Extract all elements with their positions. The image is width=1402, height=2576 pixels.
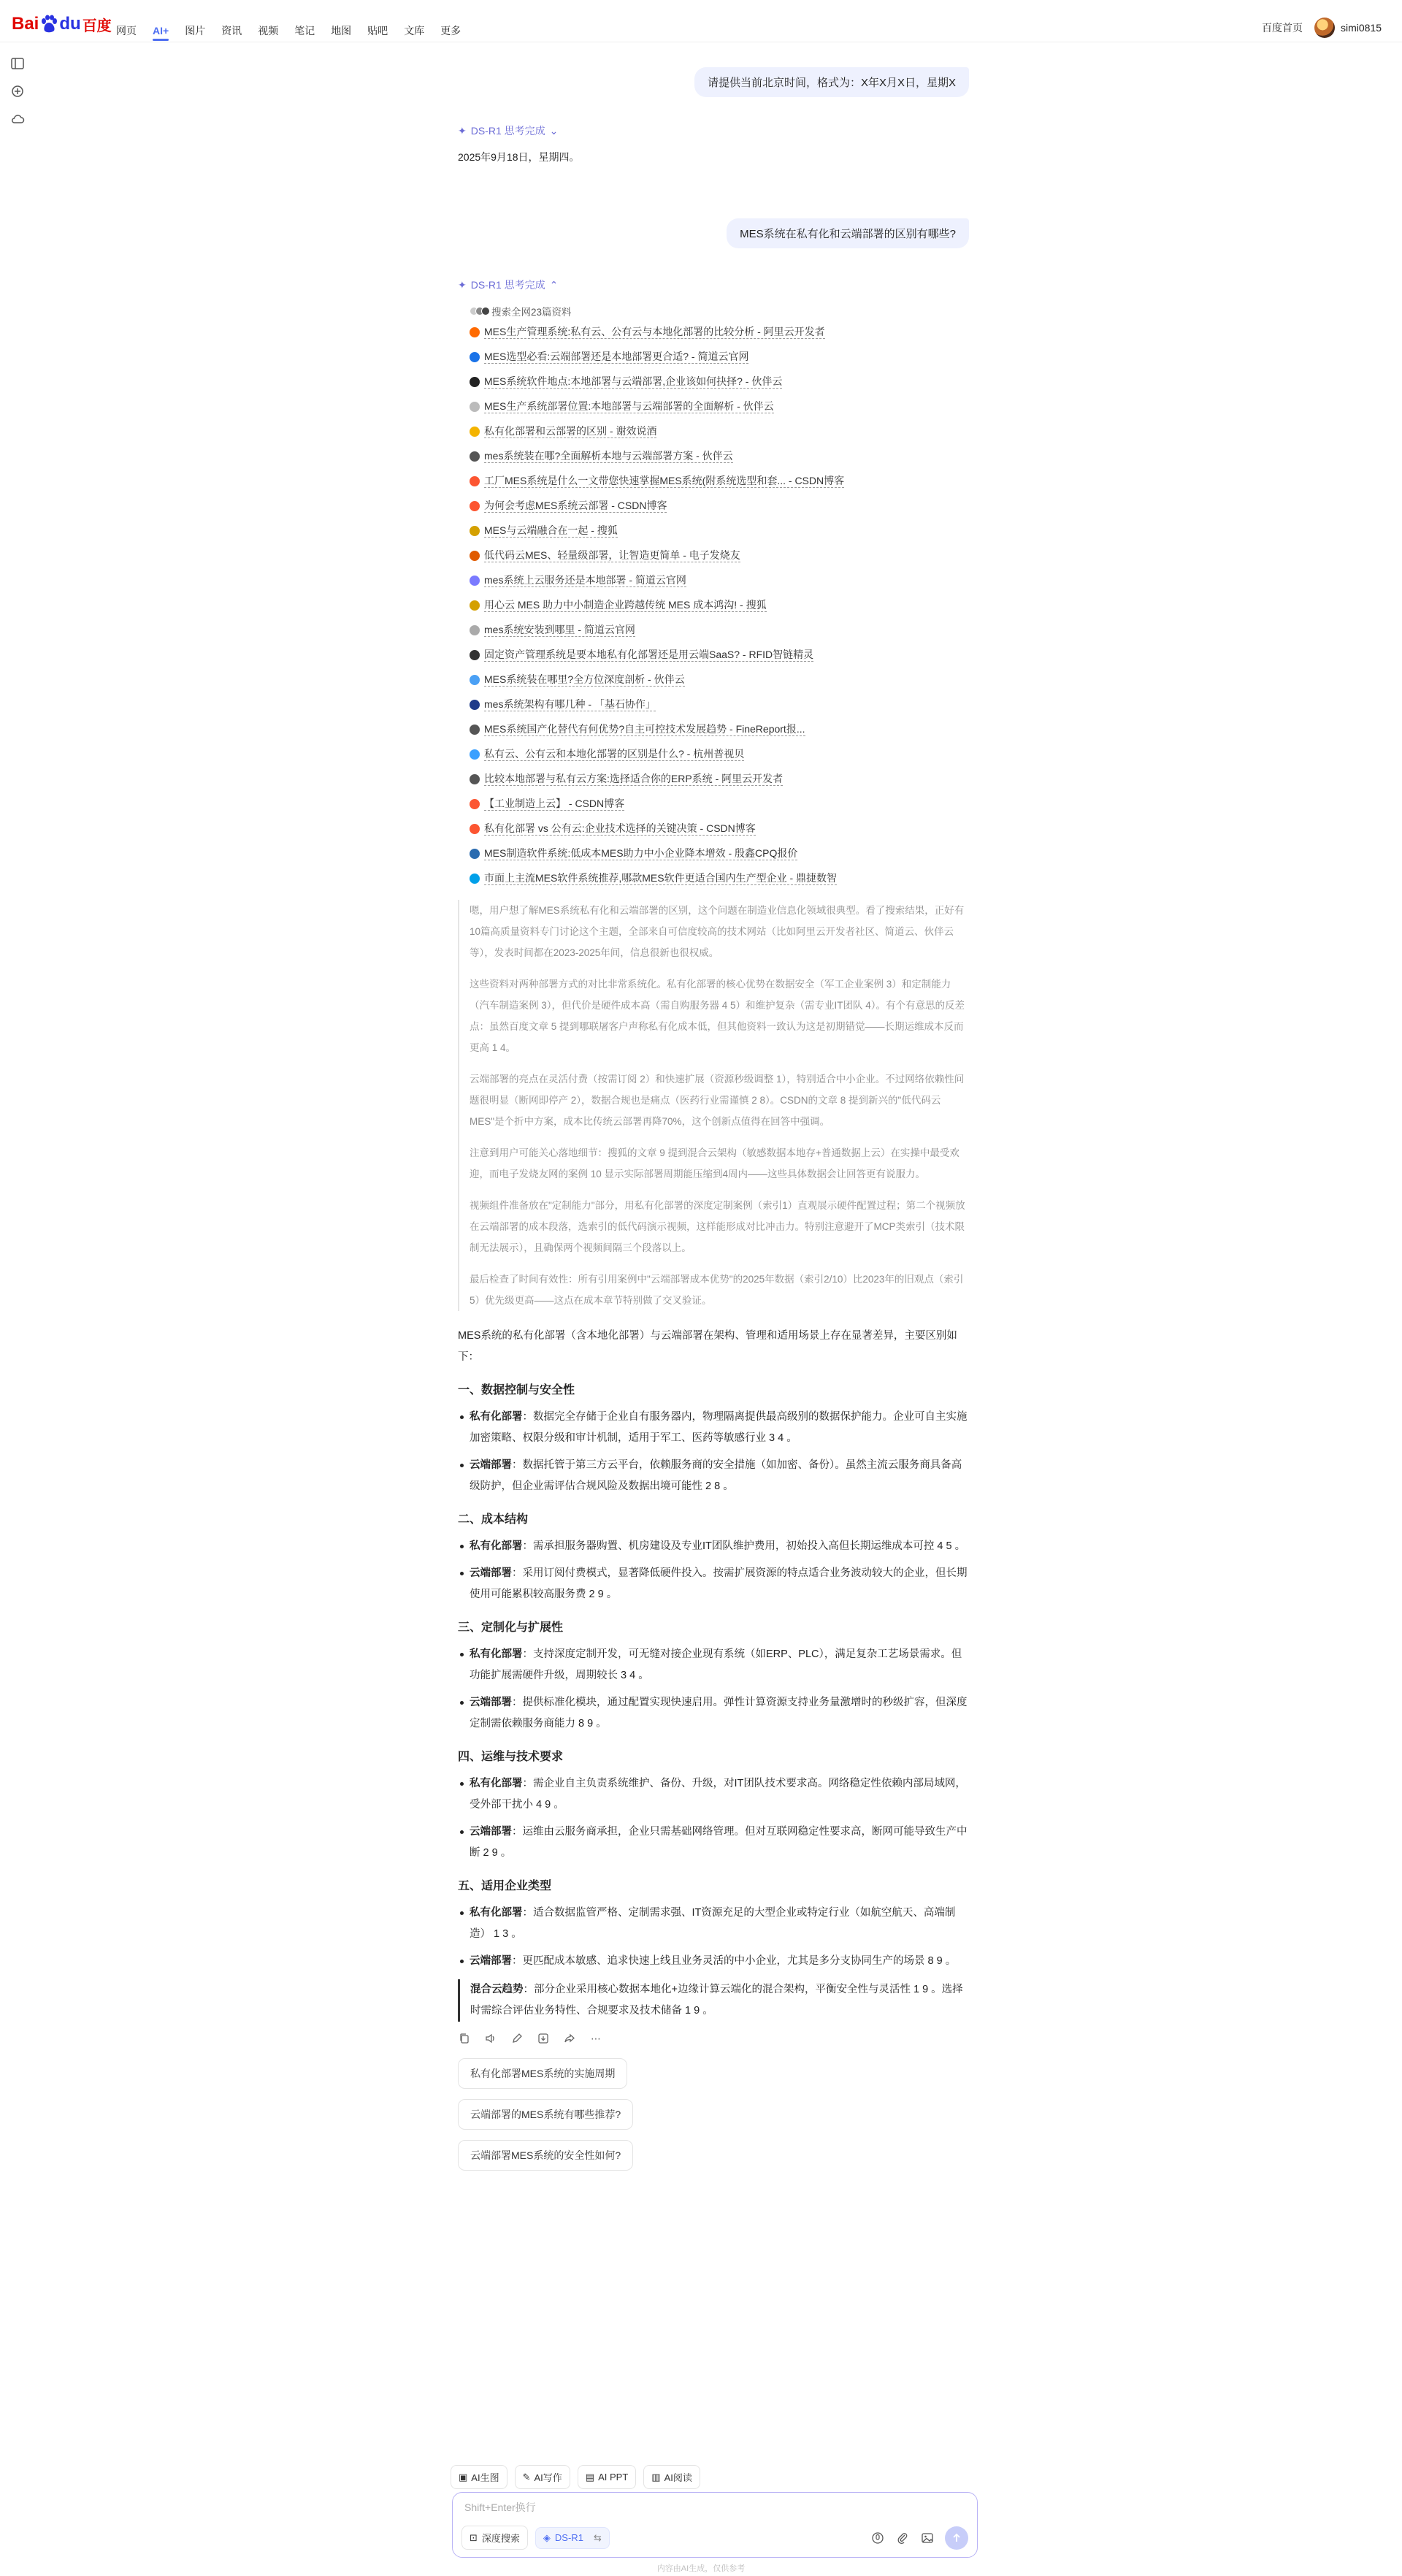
item-label: 私有化部署	[470, 1540, 523, 1552]
model-label: DS-R1	[554, 2532, 583, 2543]
mix-cloud-note	[458, 1979, 969, 2022]
source-item[interactable]	[470, 419, 969, 444]
nav-wenku[interactable]: 文库	[404, 25, 425, 37]
source-item[interactable]	[470, 742, 969, 767]
sparkle-icon: ✦	[458, 278, 467, 291]
source-item[interactable]	[470, 345, 969, 370]
item-text: ：采用订阅付费模式，显著降低硬件投入。按需扩展资源的特点适合业务波动较大的企业，但长期使用可能累积较高服务费 2 9 。	[470, 1567, 968, 1600]
section-heading: 四、运维与技术要求	[458, 1751, 564, 1763]
top-right	[1262, 18, 1382, 38]
item-label: 私有化部署	[470, 1648, 523, 1660]
item-label: 云端部署	[470, 1955, 512, 1967]
source-title[interactable]: mes系统上云服务还是本地部署 - 简道云官网	[484, 574, 686, 586]
nav-notes[interactable]: 笔记	[294, 25, 315, 37]
home-link[interactable]: 百度首页	[1261, 22, 1303, 34]
source-title[interactable]: mes系统架构有哪几种 - 「基石协作」	[484, 698, 656, 710]
source-item[interactable]	[470, 370, 969, 394]
item-label: 私有化部署	[470, 1778, 523, 1789]
top-nav	[0, 0, 1402, 42]
source-item[interactable]	[470, 717, 969, 742]
tool-label: AI阅读	[664, 2472, 692, 2483]
source-item[interactable]	[470, 543, 969, 568]
section-heading: 一、数据控制与安全性	[458, 1384, 575, 1396]
image-upload-icon[interactable]	[920, 2531, 935, 2545]
favicon-icon	[470, 874, 480, 884]
tool-label: AI PPT	[598, 2472, 629, 2483]
item-text: ：提供标准化模块，通过配置实现快速启用。弹性计算资源支持业务量激增时的秒级扩容，但深度定制需依赖服务商能力 8 9 。	[470, 1697, 968, 1730]
source-title[interactable]: MES制造软件系统:低成本MES助力中小企业降本增效 - 殷鑫CPQ报价	[484, 847, 798, 859]
nav-news[interactable]: 资讯	[221, 25, 242, 37]
source-item[interactable]	[470, 494, 969, 519]
source-item[interactable]	[470, 767, 969, 792]
source-title[interactable]: 用心云 MES 助力中小制造企业跨越传统 MES 成本鸿沟! - 搜狐	[484, 599, 767, 611]
chat-input[interactable]	[464, 2502, 961, 2513]
main-answer	[458, 1326, 969, 2022]
nav-video[interactable]: 视频	[258, 25, 279, 37]
list-item	[458, 1822, 969, 1864]
answer-intro: MES系统的私有化部署（含本地化部署）与云端部署在架构、管理和适用场景上存在显著差异，主要区别如下：	[458, 1330, 957, 1363]
arrow-up-icon	[951, 2533, 962, 2543]
deep-search-label: 深度搜索	[481, 2533, 520, 2544]
source-item[interactable]	[470, 394, 969, 419]
thinking-content	[458, 900, 969, 1311]
book-icon: ▥	[651, 2471, 661, 2483]
section-list	[458, 1407, 969, 1497]
favicon-icon	[470, 650, 480, 660]
favicon-icon	[470, 749, 480, 760]
item-label: 云端部署	[470, 1567, 512, 1579]
source-title[interactable]: 私有云、公有云和本地化部署的区别是什么? - 杭州普视贝	[484, 748, 745, 760]
think-label: DS-R1 思考完成	[470, 279, 545, 291]
item-text: ：运维由云服务商承担，企业只需基础网络管理。但对互联网稳定性要求高，断网可能导致生产中断 2 9 。	[470, 1826, 968, 1859]
chevron-down-icon: ⌄	[549, 124, 559, 137]
chat-composer	[452, 2492, 978, 2558]
item-text: ：支持深度定制开发，可无缝对接企业现有系统（如ERP、PLC），满足复杂工艺场景需求。但功能扩展需硬件升级，周期较长 3 4 。	[470, 1648, 962, 1681]
nav-tieba[interactable]: 贴吧	[367, 25, 388, 37]
tool-ai-write[interactable]	[515, 2465, 570, 2489]
source-item[interactable]	[470, 469, 969, 494]
section-list	[458, 1536, 969, 1605]
model-selector[interactable]	[535, 2527, 610, 2549]
section-list	[458, 1903, 969, 1972]
source-favicons	[470, 307, 487, 316]
tool-label: AI写作	[534, 2472, 562, 2483]
source-item[interactable]	[470, 320, 969, 345]
sources-count: 搜索全网23篇资料	[491, 307, 572, 318]
send-button[interactable]	[945, 2526, 968, 2550]
source-title[interactable]: 比较本地部署与私有云方案:选择适合你的ERP系统 - 阿里云开发者	[484, 773, 784, 784]
tool-ai-read[interactable]	[643, 2465, 700, 2489]
source-item[interactable]	[470, 568, 969, 593]
deep-search-icon: ⊡	[470, 2531, 478, 2543]
user-message-1	[458, 67, 969, 97]
logo-text-bai: Bai	[12, 14, 39, 34]
favicon-icon	[470, 526, 480, 536]
suggestion-3[interactable]: 云端部署MES系统的安全性如何?	[458, 2140, 633, 2171]
source-item[interactable]	[470, 692, 969, 717]
swap-icon: ⇆	[593, 2531, 602, 2543]
source-title[interactable]: 工厂MES系统是什么一文带您快速掌握MES系统(附系统选型和套... - CSDN博客	[484, 475, 845, 486]
favicon-icon	[470, 625, 480, 635]
left-sidebar	[10, 57, 25, 126]
favicon-icon	[470, 451, 480, 462]
cloud-icon[interactable]	[10, 112, 25, 126]
baidu-logo[interactable]	[12, 13, 112, 35]
voice-icon[interactable]	[870, 2531, 885, 2545]
speaker-icon[interactable]	[484, 2032, 497, 2045]
favicon-icon	[470, 427, 480, 437]
source-title[interactable]: MES系统软件地点:本地部署与云端部署,企业该如何抉择? - 伙伴云	[484, 375, 783, 387]
thinking-paragraph: 最后检查了时间有效性：所有引用案例中"云端部署成本优势"的2025年数据（索引2/10）比2023年的旧观点（索引5）优先级更高——这点在成本章节特别做了交叉验证。	[470, 1274, 964, 1306]
user-menu[interactable]	[1314, 18, 1382, 38]
answer-1: 2025年9月18日，星期四。	[458, 151, 580, 163]
source-item[interactable]	[470, 841, 969, 866]
item-text: ：数据完全存储于企业自有服务器内，物理隔离提供最高级别的数据保护能力。企业可自主实施加密策略、权限分级和审计机制，适用于军工、医药等敏感行业 3 4 。	[470, 1411, 968, 1444]
item-text: ：需承担服务器购置、机房建设及专业IT团队维护费用，初始投入高但长期运维成本可控 4 5 。	[522, 1540, 966, 1552]
ai-disclaimer: 内容由AI生成，仅供参考	[656, 2564, 746, 2573]
item-label: 云端部署	[470, 1459, 512, 1471]
item-label: 云端部署	[470, 1826, 512, 1838]
source-item[interactable]	[470, 643, 969, 668]
think-toggle-2[interactable]	[458, 278, 969, 292]
edit-icon[interactable]	[510, 2032, 524, 2045]
source-title[interactable]: 低代码云MES、轻量级部署，让智造更简单 - 电子发烧友	[484, 549, 740, 561]
download-icon[interactable]	[537, 2032, 550, 2045]
paw-icon	[39, 15, 58, 34]
source-list	[458, 302, 969, 891]
more-icon[interactable]: ⋯	[591, 2032, 601, 2044]
source-title[interactable]: 私有化部署 vs 公有云:企业技术选择的关键决策 - CSDN博客	[484, 822, 756, 834]
favicon-icon	[470, 576, 480, 586]
sparkle-icon: ✦	[458, 124, 467, 137]
deep-search-button[interactable]	[461, 2526, 528, 2550]
nav-web[interactable]: 网页	[116, 25, 137, 37]
chat-thread	[458, 63, 969, 2171]
suggestion-1[interactable]: 私有化部署MES系统的实施周期	[458, 2058, 627, 2089]
username: simi0815	[1340, 22, 1382, 34]
favicon-icon	[470, 352, 480, 362]
user-message-2	[458, 218, 969, 248]
source-title[interactable]: 私有化部署和云部署的区别 - 谢效说酒	[484, 425, 657, 437]
thinking-paragraph: 云端部署的亮点在灵活付费（按需订阅 2）和快速扩展（资源秒级调整 1），特别适合中小企业。不过网络依赖性问题很明显（断网即停产 2），数据合规也是痛点（医药行业需谨慎 2 8）。CSDN的文章 8 提到新兴的"低代码云MES"是个折中方案，成本比传统云部署再降70%，这个创新点值得在回答中强调。	[470, 1074, 965, 1127]
favicon-icon	[470, 551, 480, 561]
source-item[interactable]	[470, 866, 969, 891]
answer-actions	[458, 2032, 969, 2045]
favicon-icon	[470, 501, 480, 511]
logo-text-cn: 百度	[82, 18, 112, 34]
favicon-icon	[470, 402, 480, 412]
favicon-icon	[470, 725, 480, 735]
item-text: ：适合数据监管严格、定制需求强、IT资源充足的大型企业或特定行业（如航空航天、高端制造） 1 3 。	[470, 1907, 956, 1940]
section-heading: 五、适用企业类型	[458, 1880, 552, 1892]
source-title[interactable]: MES系统装在哪里?全方位深度剖析 - 伙伴云	[484, 673, 685, 685]
mix-text: ：部分企业采用核心数据本地化+边缘计算云端化的混合架构，平衡安全性与灵活性 1 9 。选择时需综合评估业务特性、合规要求及技术储备 1 9 。	[470, 1984, 963, 2017]
thinking-paragraph: 嗯，用户想了解MES系统私有化和云端部署的区别，这个问题在制造业信息化领域很典型。看了搜索结果，正好有10篇高质量资料专门讨论这个主题，全部来自可信度较高的技术网站（比如阿里云开发者社区、简道云、伙伴云等），发表时间都在2023-2025年间，信息很新也很权威。	[470, 905, 965, 958]
list-item	[458, 1692, 969, 1735]
sidebar-toggle-icon[interactable]	[10, 57, 25, 70]
thinking-paragraph: 注意到用户可能关心落地细节：搜狐的文章 9 提到混合云架构（敏感数据本地存+普通数据上云）在实操中最受欢迎，而电子发烧友网的案例 10 显示实际部署周期能压缩到4周内——这些具体数据会让回答更有说服力。	[470, 1147, 959, 1180]
pen-icon: ✎	[522, 2471, 531, 2483]
list-item	[458, 1536, 969, 1557]
logo-text-du: du	[59, 14, 81, 34]
copy-icon[interactable]	[458, 2032, 471, 2045]
suggestion-2[interactable]: 云端部署的MES系统有哪些推荐?	[458, 2099, 633, 2130]
source-title[interactable]: mes系统装在哪?全面解析本地与云端部署方案 - 伙伴云	[484, 450, 733, 462]
mix-label: 混合云趋势	[470, 1984, 524, 1995]
source-item[interactable]	[470, 444, 969, 469]
favicon-icon	[470, 700, 480, 710]
favicon-icon	[470, 675, 480, 685]
favicon-icon	[470, 799, 480, 809]
nav-images[interactable]: 图片	[185, 25, 206, 37]
source-item[interactable]	[470, 817, 969, 841]
source-item[interactable]	[470, 519, 969, 543]
tool-ai-ppt[interactable]	[578, 2465, 636, 2489]
thinking-paragraph: 视频组件准备放在"定制能力"部分，用私有化部署的深度定制案例（索引1）直观展示硬件配置过程；第二个视频放在云端部署的成本段落，选索引的低代码演示视频，这样能形成对比冲击力。特别注意避开了MCP类索引（技术限制无法展示），且确保两个视频间隔三个段落以上。	[470, 1200, 965, 1253]
source-title[interactable]: mes系统安装到哪里 - 简道云官网	[484, 624, 635, 635]
composer-right-tools	[870, 2526, 968, 2550]
think-label: DS-R1 思考完成	[470, 125, 545, 137]
list-item	[458, 1455, 969, 1497]
section-heading: 二、成本结构	[458, 1513, 529, 1526]
user-bubble: 请提供当前北京时间，格式为：X年X月X日，星期X	[694, 67, 969, 97]
nav-map[interactable]: 地图	[331, 25, 352, 37]
thinking-paragraph: 这些资料对两种部署方式的对比非常系统化。私有化部署的核心优势在数据安全（军工企业案例 3）和定制能力（汽车制造案例 3），但代价是硬件成本高（需自购服务器 4 5）和维护复杂（需专业IT团队 4）。有个有意思的反差点：虽然百度文章 5 提到哪联屠客户声称私有化成本低，但其他资料一致认为这是初期错觉——长期运维成本反而更高 1 4。	[470, 979, 965, 1053]
favicon-icon	[470, 476, 480, 486]
suggestions	[458, 2058, 969, 2171]
source-title[interactable]: 为何会考虑MES系统云部署 - CSDN博客	[484, 500, 667, 511]
image-icon: ▣	[459, 2471, 468, 2483]
user-bubble: MES系统在私有化和云端部署的区别有哪些?	[727, 218, 969, 248]
model-icon: ◈	[543, 2531, 551, 2543]
tool-ai-image[interactable]	[451, 2465, 507, 2489]
item-text: ：更匹配成本敏感、追求快速上线且业务灵活的中小企业，尤其是多分支协同生产的场景 8 9 。	[512, 1955, 957, 1967]
nav-more[interactable]: 更多	[440, 25, 461, 37]
source-title[interactable]: MES生产管理系统:私有云、公有云与本地化部署的比较分析 - 阿里云开发者	[484, 326, 825, 337]
section-list	[458, 1644, 969, 1735]
item-text: ：需企业自主负责系统维护、备份、升级，对IT团队技术要求高。网络稳定性依赖内部局域网，受外部干扰小 4 9 。	[470, 1778, 966, 1811]
list-item	[458, 1951, 969, 1972]
item-label: 私有化部署	[470, 1907, 523, 1919]
source-title[interactable]: MES选型必看:云端部署还是本地部署更合适? - 简道云官网	[484, 351, 749, 362]
favicon-icon	[470, 600, 480, 611]
source-item[interactable]	[470, 668, 969, 692]
source-title[interactable]: MES系统国产化替代有何优势?自主可控技术发展趋势 - FineReport报...	[484, 723, 805, 735]
new-chat-icon[interactable]	[10, 85, 25, 98]
source-item[interactable]	[470, 792, 969, 817]
nav-ai[interactable]: AI+	[145, 0, 177, 42]
favicon-icon	[470, 824, 480, 834]
section-list	[458, 1773, 969, 1864]
source-item[interactable]	[470, 618, 969, 643]
list-item	[458, 1773, 969, 1816]
source-title[interactable]: 【工业制造上云】 - CSDN博客	[484, 798, 625, 809]
source-title[interactable]: 市面上主流MES软件系统推荐,哪款MES软件更适合国内生产型企业 - 鼎捷数智	[484, 872, 838, 884]
list-item	[458, 1407, 969, 1449]
favicon-icon	[470, 327, 480, 337]
source-title[interactable]: 固定资产管理系统是要本地私有化部署还是用云端SaaS? - RFID智链精灵	[484, 649, 814, 660]
chevron-up-icon: ⌃	[549, 278, 559, 291]
share-icon[interactable]	[563, 2032, 576, 2045]
avatar[interactable]	[1314, 18, 1335, 38]
nav-links	[108, 0, 469, 42]
item-text: ：数据托管于第三方云平台，依赖服务商的安全措施（如加密、备份）。虽然主流云服务商具备高级防护，但企业需评估合规风险及数据出境可能性 2 8 。	[470, 1459, 962, 1492]
favicon-icon	[470, 774, 480, 784]
list-item	[458, 1644, 969, 1686]
think-toggle-1[interactable]	[458, 123, 969, 138]
tool-label: AI生图	[471, 2472, 499, 2483]
source-title[interactable]: MES生产系统部署位置:本地部署与云端部署的全面解析 - 伙伴云	[484, 400, 774, 412]
item-label: 云端部署	[470, 1697, 512, 1708]
ai-tools	[451, 2465, 700, 2489]
favicon-icon	[470, 377, 480, 387]
favicon-icon	[470, 849, 480, 859]
item-label: 私有化部署	[470, 1411, 523, 1423]
source-title[interactable]: MES与云端融合在一起 - 搜狐	[484, 524, 618, 536]
list-item	[458, 1563, 969, 1605]
source-item[interactable]	[470, 593, 969, 618]
section-heading: 三、定制化与扩展性	[458, 1621, 564, 1634]
list-item	[458, 1903, 969, 1945]
attach-icon[interactable]	[895, 2531, 910, 2545]
slides-icon: ▤	[585, 2471, 595, 2483]
composer-left-tools	[461, 2526, 610, 2550]
sources-header[interactable]	[470, 302, 969, 320]
